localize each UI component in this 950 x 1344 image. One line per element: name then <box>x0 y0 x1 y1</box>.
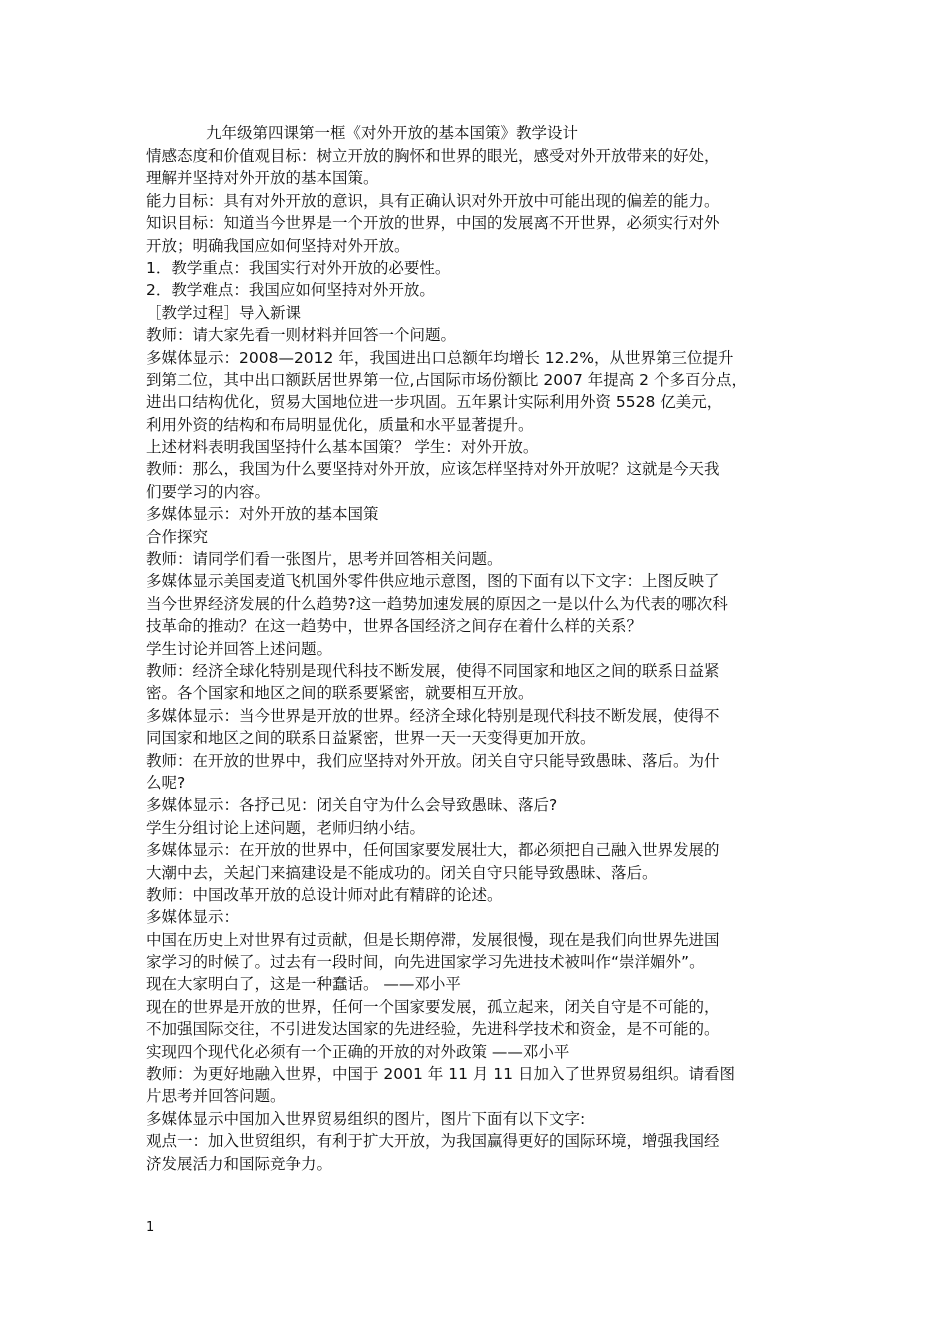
text-line: 济发展活力和国际竞争力。 <box>146 1154 333 1173</box>
text-line: 当今世界经济发展的什么趋势?这一趋势加速发展的原因之一是以什么为代表的哪次科 <box>146 594 728 613</box>
text-line: 进出口结构优化，贸易大国地位进一步巩固。五年累计实际利用外资 5528 亿美元， <box>146 393 723 412</box>
text-line: 多媒体显示：2008—2012 年，我国进出口总额年均增长 12.2%，从世界第三位提升 <box>146 348 734 367</box>
text-line: 教师：在开放的世界中，我们应坚持对外开放。闭关自守只能导致愚昧、落后。为什 <box>146 751 720 770</box>
document-lines <box>146 145 811 1175</box>
text-line: 中国在历史上对世界有过贡献，但是长期停滞，发展很慢，现在是我们向世界先进国 <box>146 930 720 949</box>
text-line: 上述材料表明我国坚持什么基本国策？ 学生：对外开放。 <box>146 438 539 457</box>
text-line: 密。各个国家和地区之间的联系要紧密，就要相互开放。 <box>146 684 534 703</box>
text-line: 开放；明确我国应如何坚持对外开放。 <box>146 236 410 255</box>
text-line: 教师：中国改革开放的总设计师对此有精辟的论述。 <box>146 885 503 904</box>
text-line: 现在的世界是开放的世界，任何一个国家要发展，孤立起来，闭关自守是不可能的， <box>146 997 720 1016</box>
text-line: 学生分组讨论上述问题，老师归纳小结。 <box>146 818 426 837</box>
text-line: 技革命的推动？在这一趋势中，世界各国经济之间存在着什么样的关系？ <box>146 617 643 636</box>
text-line: ［教学过程］导入新课 <box>146 303 302 322</box>
text-line: 多媒体显示：对外开放的基本国策 <box>146 505 379 524</box>
text-line: 情感态度和价值观目标：树立开放的胸怀和世界的眼光，感受对外开放带来的好处， <box>146 147 720 165</box>
document-body <box>146 121 811 1175</box>
text-line: 们要学习的内容。 <box>146 482 271 501</box>
text-line: 多媒体显示美国麦道飞机国外零件供应地示意图，图的下面有以下文字：上图反映了 <box>146 572 720 591</box>
text-line: 片思考并回答问题。 <box>146 1087 286 1106</box>
text-line: 学生讨论并回答上述问题。 <box>146 639 333 658</box>
text-line: 教师：请大家先看一则材料并回答一个问题。 <box>146 326 457 345</box>
text-line: 教师：那么，我国为什么要坚持对外开放，应该怎样坚持对外开放呢？这就是今天我 <box>146 460 720 479</box>
text-line: 观点一：加入世贸组织，有利于扩大开放，为我国赢得更好的国际环境，增强我国经 <box>146 1132 720 1151</box>
text-line: 教师：经济全球化特别是现代科技不断发展，使得不同国家和地区之间的联系日益紧 <box>146 661 720 680</box>
text-line: 大潮中去，关起门来搞建设是不能成功的。闭关自守只能导致愚昧、落后。 <box>146 863 658 882</box>
text-line: 多媒体显示：在开放的世界中，任何国家要发展壮大，都必须把自己融入世界发展的 <box>146 841 720 860</box>
text-line: 到第二位，其中出口额跃居世界第一位,占国际市场份额比 2007 年提高 2 个多百分点， <box>146 370 747 389</box>
text-line: 多媒体显示： <box>146 908 240 927</box>
text-line: 知识目标：知道当今世界是一个开放的世界，中国的发展离不开世界，必须实行对外 <box>146 214 720 233</box>
text-line: 实现四个现代化必须有一个正确的开放的对外政策 ——邓小平 <box>146 1042 570 1061</box>
text-line: 多媒体显示：各抒己见：闭关自守为什么会导致愚昧、落后? <box>146 796 558 815</box>
text-line: 2．教学难点：我国应如何坚持对外开放。 <box>146 281 435 300</box>
text-line: 多媒体显示：当今世界是开放的世界。经济全球化特别是现代科技不断发展，使得不 <box>146 706 720 725</box>
text-line: 合作探究 <box>146 527 209 546</box>
text-line: 多媒体显示中国加入世界贸易组织的图片，图片下面有以下文字: <box>146 1109 586 1128</box>
text-line: 1．教学重点：我国实行对外开放的必要性。 <box>146 258 451 277</box>
text-line: 理解并坚持对外开放的基本国策。 <box>146 169 379 188</box>
text-line: 不加强国际交往，不引进发达国家的先进经验，先进科学技术和资金，是不可能的。 <box>146 1020 720 1039</box>
text-line: 教师：请同学们看一张图片，思考并回答相关问题。 <box>146 550 503 569</box>
text-line: 家学习的时候了。过去有一段时间，向先进国家学习先进技术被叫作“崇洋媚外”。 <box>146 953 705 972</box>
document-title: 九年级第四课第一框《对外开放的基本国策》教学设计 <box>206 124 579 142</box>
text-line: 利用外资的结构和布局明显优化，质量和水平显著提升。 <box>146 415 534 434</box>
text-line: 能力目标：具有对外开放的意识，具有正确认识对外开放中可能出现的偏差的能力。 <box>146 191 720 210</box>
page-number: 1 <box>146 1220 155 1235</box>
text-line: 同国家和地区之间的联系日益紧密，世界一天一天变得更加开放。 <box>146 729 596 748</box>
text-line: 么呢? <box>146 773 186 792</box>
text-line: 教师：为更好地融入世界，中国于 2001 年 11 月 11 日加入了世界贸易组织。请看图 <box>146 1065 735 1084</box>
text-line: 现在大家明白了，这是一种蠢话。 ——邓小平 <box>146 975 461 994</box>
